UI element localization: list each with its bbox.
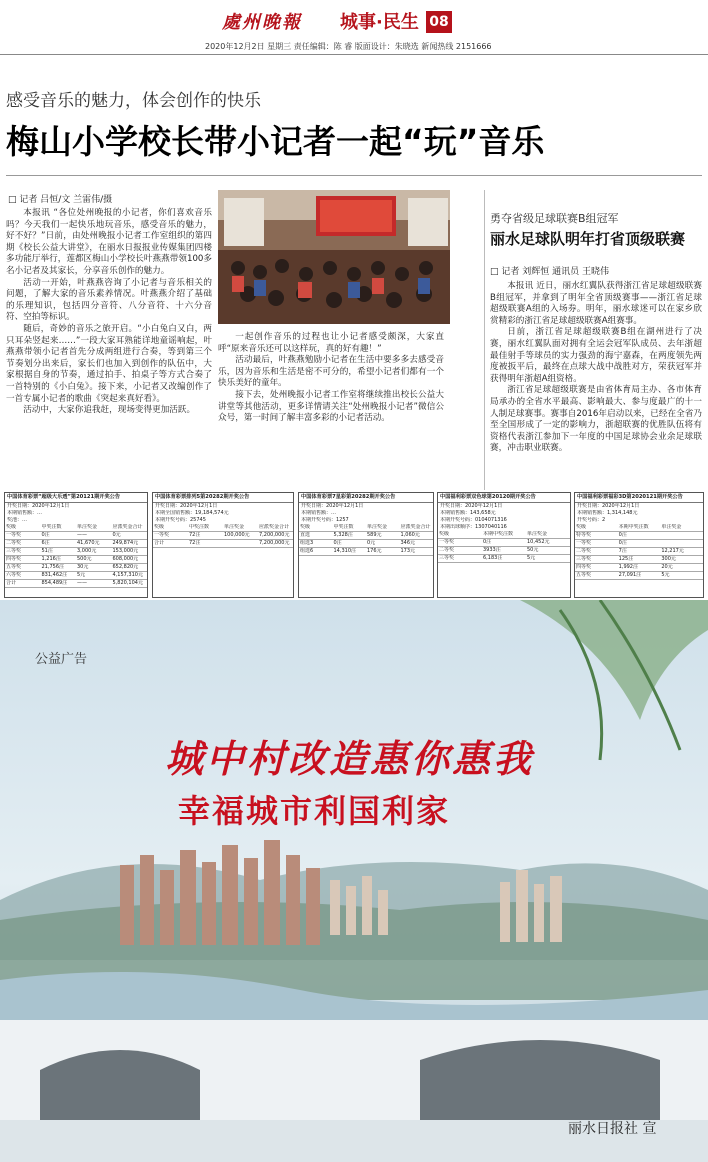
cell: 72注 xyxy=(189,532,201,538)
cell: 六等奖 xyxy=(6,572,22,578)
cell: 589元 xyxy=(367,532,382,538)
lottery-title: 中国体育彩票“超级大乐透”第20121期开奖公告 xyxy=(5,493,147,503)
lottery-title: 中国体育彩票排列5第20282期开奖公告 xyxy=(153,493,293,503)
cell: 0注 xyxy=(333,540,342,546)
cell: —— xyxy=(77,532,87,538)
cell xyxy=(660,532,703,539)
column-divider xyxy=(484,190,485,490)
cell: 直选 xyxy=(300,532,311,538)
table-row xyxy=(299,524,433,532)
table-row xyxy=(5,564,147,572)
cell: 三等奖 xyxy=(6,548,22,554)
table-row xyxy=(438,555,570,563)
cell: 5元 xyxy=(661,572,670,578)
cell: 二等奖 xyxy=(439,547,455,553)
headline-divider xyxy=(6,175,702,176)
cell: 3933注 xyxy=(483,547,501,553)
cell: 7注 xyxy=(618,548,627,554)
public-service-ad xyxy=(0,600,708,1162)
city-skyline-illustration xyxy=(0,600,708,1162)
cell: 3,000元 xyxy=(77,548,97,554)
lottery-title: 中国福利彩票福彩3D第2020121期开奖公告 xyxy=(575,493,703,503)
cell: 本期中奖注数 xyxy=(618,524,649,530)
cell: 5元 xyxy=(77,572,86,578)
table-row xyxy=(5,548,147,556)
cell: 中奖注数 xyxy=(333,524,354,530)
lottery-line: 奖池：… xyxy=(7,517,28,523)
table-row xyxy=(5,572,147,580)
cell: 0元 xyxy=(367,540,376,546)
lottery-line: 开奖日期：2020年12月1日 xyxy=(7,503,70,509)
lottery-title: 中国体育彩票7星彩第20282期开奖公告 xyxy=(299,493,433,503)
lottery-line: 本期开奖号码：0104071316 xyxy=(440,517,507,523)
cell: 合计 xyxy=(154,540,165,546)
cell: 应派奖金合计 xyxy=(400,524,431,530)
section-name: 城事·民生 xyxy=(340,12,419,33)
cell: 7,200,000元 xyxy=(259,540,290,546)
article1-subtitle: 感受音乐的魅力，体会创作的快乐 xyxy=(6,91,261,111)
cell: 单注奖金 xyxy=(527,531,548,537)
article1-column2 xyxy=(218,332,444,425)
paragraph: 活动一开始，叶燕燕咨询了小记者与音乐相关的问题，了解大家的音乐素养情况。叶燕燕介绍了基础的乐理知识，包括四分音符、八分音符、十六分音符、空拍等标识。 xyxy=(6,277,212,323)
paragraph: 本报讯 近日，丽水红翼队获得浙江省足球超级联赛B组冠军，并拿到了明年全省顶级赛事——浙江省足球超级联赛A组的入场券。明年，丽水球迷可以在家乡欣赏精彩的浙江省足球超级联赛A组赛事。 xyxy=(490,281,702,326)
masthead-divider xyxy=(0,54,708,55)
cell: 5,820,104元 xyxy=(112,580,143,586)
article1-byline: □ 记者 吕恒/文 兰雷伟/摄 xyxy=(8,195,113,205)
ad-label: 公益广告 xyxy=(35,652,88,667)
paragraph: 日前，浙江省足球超级联赛B组在湖州进行了决赛，丽水红翼队面对拥有全运会冠军队成员、去年浙超最佳射手等球员的实力强劲的海宁嘉森，在两度领先两度被扳平后，最终在点球大战中战胜对方，荣获冠军并获得明年浙超A组资格。 xyxy=(490,327,702,384)
cell: 二等奖 xyxy=(576,548,592,554)
table-row xyxy=(575,532,703,540)
cell: 组选6 xyxy=(300,548,314,554)
cell: 100,000元 xyxy=(224,532,250,538)
lottery-line: 本期出球顺序：1307040116 xyxy=(440,524,507,530)
cell: 7,200,000元 xyxy=(259,532,290,538)
cell: 三等奖 xyxy=(576,556,592,562)
cell: 14,310注 xyxy=(333,548,356,554)
table-row xyxy=(5,540,147,548)
cell: 四等奖 xyxy=(6,556,22,562)
cell: 500元 xyxy=(77,556,92,562)
cell: 831,462注 xyxy=(41,572,68,578)
lottery-line: 开奖号码：2 xyxy=(577,517,606,523)
cell: 应派奖金合计 xyxy=(259,524,290,530)
article2-byline: □ 记者 刘辉恒 通讯员 王晓伟 xyxy=(490,267,609,277)
cell: 奖级 xyxy=(154,524,165,530)
article1-column1 xyxy=(6,208,212,417)
table-row xyxy=(438,531,570,539)
cell: 5元 xyxy=(527,555,536,561)
lottery-line: 本期销售额：… xyxy=(301,510,337,516)
ad-slogan-1: 城中村改造惠你惠我 xyxy=(165,736,535,781)
cell: 奖级 xyxy=(300,524,311,530)
cell: 20元 xyxy=(661,564,673,570)
cell: 0注 xyxy=(483,539,492,545)
cell: 173元 xyxy=(400,548,416,554)
newspaper-logo: 處州晚報 xyxy=(222,12,302,33)
lottery-title: 中国福利彩票双色球第20120期开奖公告 xyxy=(438,493,570,503)
cell xyxy=(223,540,258,547)
cell: 本期中奖注数 xyxy=(483,531,514,537)
cell: 1,992注 xyxy=(618,564,638,570)
cell: 41,670元 xyxy=(77,540,100,546)
cell: 奖级 xyxy=(576,524,587,530)
lottery-box-5 xyxy=(574,492,704,598)
paragraph: 接下去，处州晚报小记者工作室将继续推出校长公益大讲堂等其他活动，更多详情请关注“处州晚报小记者”微信公众号，第一时间了解丰富多彩的小记者活动。 xyxy=(218,389,444,424)
paragraph: 活动中，大家你追我赶，现场变得更加活跃。 xyxy=(23,405,196,416)
cell: 组选3 xyxy=(300,540,314,546)
cell: 346元 xyxy=(400,540,416,546)
table-row xyxy=(575,540,703,548)
cell: 奖级 xyxy=(6,524,17,530)
cell: 4,157,310元 xyxy=(112,572,143,578)
cell: 特等奖 xyxy=(576,532,592,538)
lottery-box-2 xyxy=(152,492,294,598)
lottery-line: 本期开奖号码：25745 xyxy=(155,517,206,523)
lottery-line: 开奖日期：2020年12月1日 xyxy=(577,503,640,509)
cell: 72注 xyxy=(189,540,201,546)
cell: 0元 xyxy=(112,532,121,538)
paragraph: 一起创作音乐的过程也让小记者感受颇深，大家直呼“原来音乐还可以这样玩，真的好有趣！” xyxy=(218,332,444,354)
cell: 50元 xyxy=(527,547,539,553)
issue-info: 2020年12月2日 星期三 责任编辑：陈 睿 版面设计：朱晓选 新闻热线 2151666 xyxy=(205,42,492,51)
lottery-line: 本期销售额：… xyxy=(7,510,43,516)
cell: 153,000元 xyxy=(112,548,139,554)
table-row xyxy=(5,532,147,540)
lottery-line: 本期销售额：143,658元 xyxy=(440,510,496,516)
cell: 249,874元 xyxy=(112,540,139,546)
cell: 中奖注数 xyxy=(189,524,210,530)
article2-title: 丽水足球队明年打省顶级联赛 xyxy=(490,230,686,248)
cell: 0注 xyxy=(41,532,50,538)
cell: 1,216注 xyxy=(41,556,61,562)
cell: 五等奖 xyxy=(6,564,22,570)
cell: 二等奖 xyxy=(6,540,22,546)
paragraph: 随后，奇妙的音乐之旅开启。“小白兔白又白，两只耳朵竖起来……”一段大家耳熟能详地童谣响起，叶燕燕带领小记者首先分成两组进行合奏，等到第三个节奏划分出来后，家长们也加入到创作的队伍中，大家根据自身的节奏，通过拍手、拍桌子等方式合奏了一首特别的《小白兔》。接下来，小记者又改编创作了一首专属小记者的歌曲《突起来真好看》。 xyxy=(6,323,212,404)
lottery-line: 本期销售额：1,314,148元 xyxy=(577,510,638,516)
cell: 五等奖 xyxy=(576,572,592,578)
table-row xyxy=(299,532,433,540)
cell: 中奖注数 xyxy=(41,524,62,530)
cell: 27,091注 xyxy=(618,572,642,578)
table-row xyxy=(438,539,570,547)
table-row xyxy=(153,540,293,548)
cell xyxy=(660,540,703,547)
cell: 合计 xyxy=(6,580,17,586)
lottery-line: 开奖日期：2020年12月1日 xyxy=(301,503,364,509)
cell: 51注 xyxy=(41,548,53,554)
cell: 125注 xyxy=(618,556,634,562)
table-row xyxy=(299,540,433,548)
cell: 5,328注 xyxy=(333,532,353,538)
table-row xyxy=(5,524,147,532)
paragraph: 浙江省足球超级联赛是由省体育局主办、各市体育局承办的全省水平最高、影响最大、参与度最广的十一人制足球赛事。赛事自2016年启动以来，已经在全省乃至全国形成了一定的影响力，浙超联赛的优胜队伍将有资格代表浙江参加下一年度的中国足球协会业余足球联赛，冲击职业联赛。 xyxy=(490,385,702,454)
cell: 单注奖金 xyxy=(77,524,98,530)
cell: 应派奖金合计 xyxy=(112,524,143,530)
table-row xyxy=(299,548,433,556)
cell: 21,756注 xyxy=(41,564,64,570)
table-row xyxy=(438,547,570,555)
cell: 三等奖 xyxy=(439,555,455,561)
lottery-box-1 xyxy=(4,492,148,598)
table-row xyxy=(575,572,703,580)
article2-subtitle: 勇夺省级足球联赛B组冠军 xyxy=(490,212,619,225)
cell: 0注 xyxy=(618,540,627,546)
cell: 10,452元 xyxy=(527,539,550,545)
ad-slogan-2: 幸福城市利国利家 xyxy=(178,792,451,830)
cell: 四等奖 xyxy=(576,564,592,570)
lottery-line: 开奖日期：2020年12月1日 xyxy=(440,503,503,509)
table-row xyxy=(153,524,293,532)
cell: 0注 xyxy=(618,532,627,538)
cell: 176元 xyxy=(367,548,382,554)
lottery-box-3 xyxy=(298,492,434,598)
cell: 608,000元 xyxy=(112,556,139,562)
table-row xyxy=(153,532,293,540)
table-row xyxy=(5,556,147,564)
cell: 一等奖 xyxy=(154,532,170,538)
cell: 6注 xyxy=(41,540,50,546)
classroom-photo-illustration xyxy=(218,190,450,324)
lottery-box-4 xyxy=(437,492,571,598)
table-row xyxy=(575,564,703,572)
article2-body xyxy=(490,281,702,455)
table-row xyxy=(575,524,703,532)
cell: 一等奖 xyxy=(576,540,592,546)
cell: 30元 xyxy=(77,564,89,570)
masthead xyxy=(0,0,708,56)
article1-photo xyxy=(218,190,450,324)
cell: 单注奖金 xyxy=(661,524,682,530)
table-row xyxy=(575,556,703,564)
article1-title: 梅山小学校长带小记者一起“玩”音乐 xyxy=(6,122,545,161)
cell: 652,820元 xyxy=(112,564,139,570)
table-row xyxy=(575,548,703,556)
page-number: 08 xyxy=(426,11,452,33)
cell: 6,183注 xyxy=(483,555,503,561)
paragraph: 本报讯 “各位处州晚报的小记者，你们喜欢音乐吗？今天我们一起快乐地玩音乐，感受音乐的魅力，好不好？”日前，由处州晚报小记者工作室组织的第四期《校长公益大讲堂》，在丽水日报报业传媒集团四楼多功能厅举行，莲都区梅山小学校长叶燕燕带领100多名小记者及其家长，分享音乐创作的魅力。 xyxy=(6,208,212,276)
cell: 854,489注 xyxy=(41,580,68,586)
cell: 奖级 xyxy=(439,531,450,537)
cell: 单注奖金 xyxy=(224,524,245,530)
cell: 300元 xyxy=(661,556,676,562)
cell: 1,060元 xyxy=(400,532,420,538)
cell: —— xyxy=(77,580,87,586)
cell: 一等奖 xyxy=(439,539,455,545)
paragraph: 活动最后，叶燕燕勉励小记者在生活中要多多去感受音乐，因为音乐和生活是密不可分的，希望小记者们都有一个快乐美好的童年。 xyxy=(218,355,444,389)
cell: 一等奖 xyxy=(6,532,22,538)
lottery-line: 本期全国销售额：19,184,574元 xyxy=(155,510,229,516)
lottery-line: 本期开奖号码：1257 xyxy=(301,517,349,523)
cell: 单注奖金 xyxy=(367,524,388,530)
cell: 12,217元 xyxy=(661,548,684,554)
ad-signature: 丽水日报社 宣 xyxy=(568,1121,657,1137)
table-row xyxy=(5,580,147,588)
lottery-line: 开奖日期：2020年12月1日 xyxy=(155,503,218,509)
